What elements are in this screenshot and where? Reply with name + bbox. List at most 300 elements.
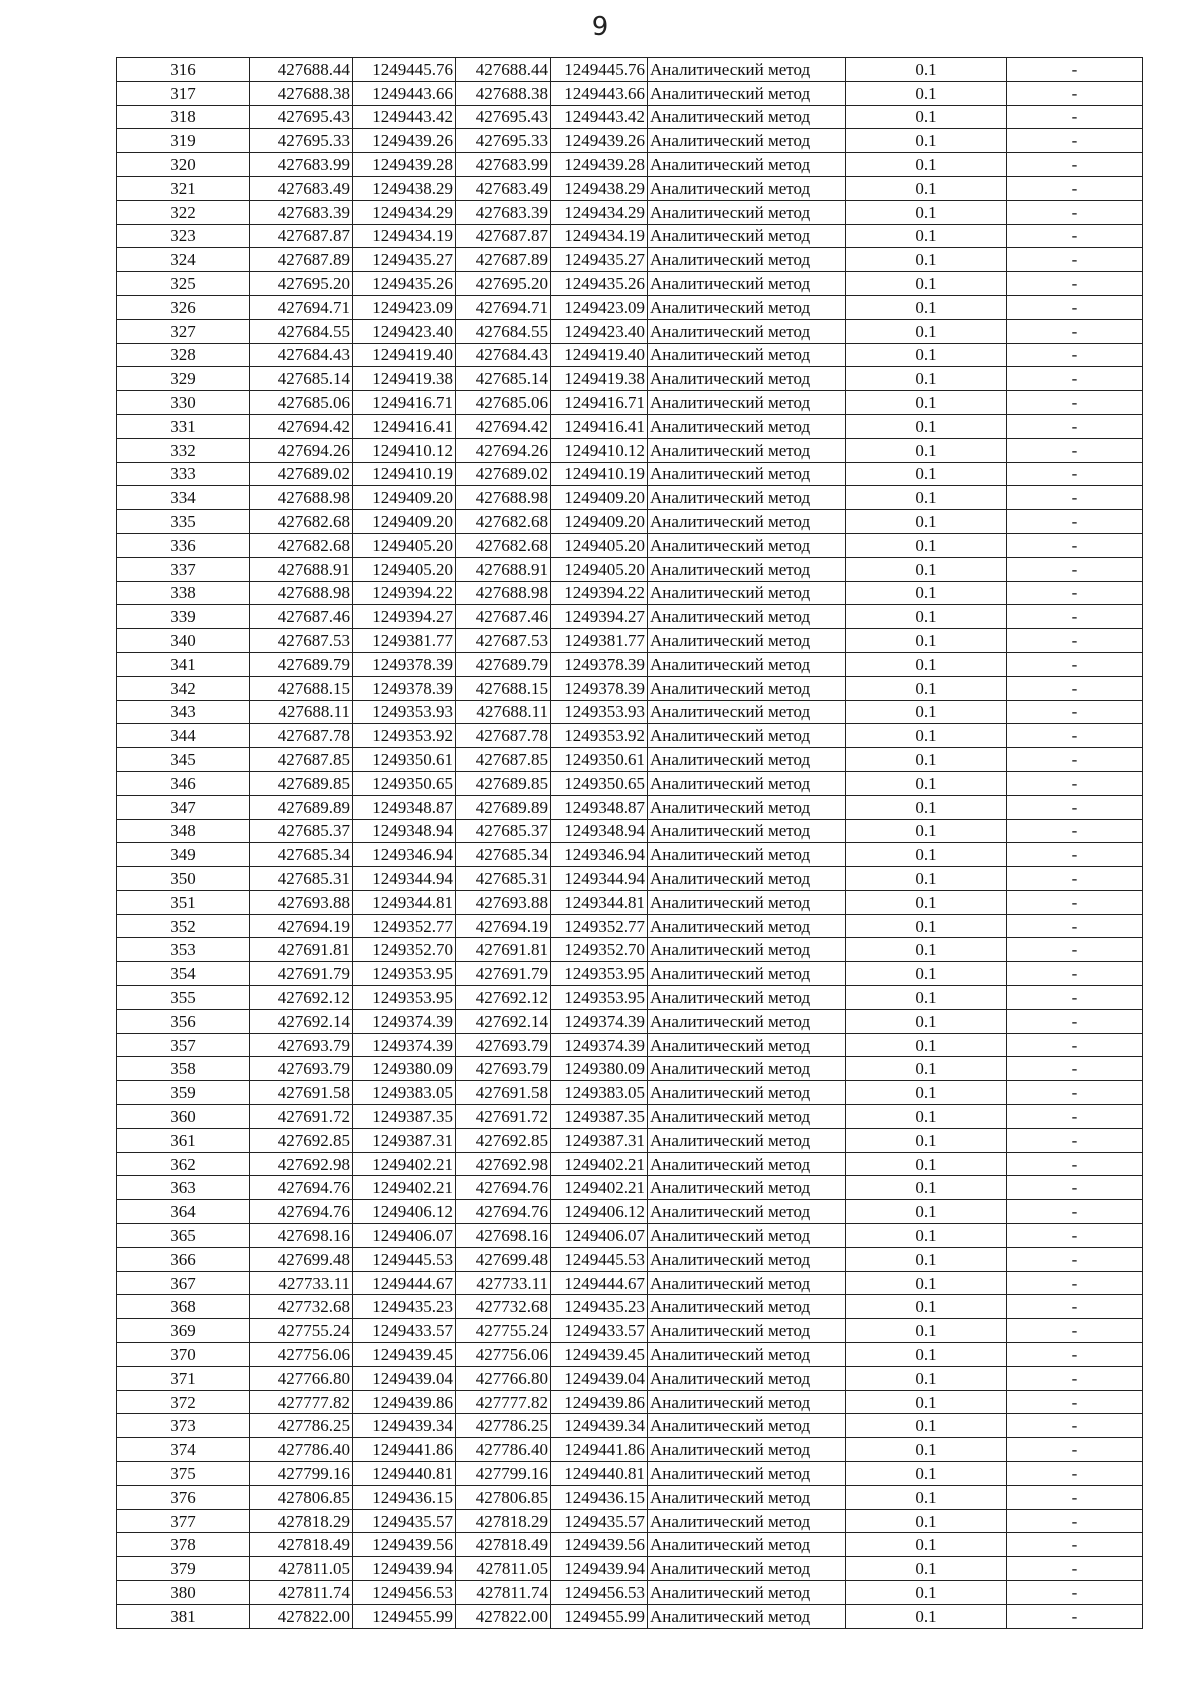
table-row	[117, 391, 1143, 415]
method-cell: Аналитический метод	[648, 1366, 846, 1390]
note-cell: -	[1007, 343, 1143, 367]
table-row	[117, 1057, 1143, 1081]
note-cell: -	[1007, 1414, 1143, 1438]
x-coordinate-cell: 427688.38	[456, 81, 551, 105]
y-coordinate-cell: 1249435.23	[353, 1295, 456, 1319]
note-cell: -	[1007, 1224, 1143, 1248]
point-number-cell: 323	[117, 224, 250, 248]
table-row	[117, 748, 1143, 772]
y-coordinate-cell: 1249405.20	[353, 557, 456, 581]
table-row	[117, 1533, 1143, 1557]
y-coordinate-cell: 1249402.21	[353, 1176, 456, 1200]
point-number-cell: 342	[117, 676, 250, 700]
table-row	[117, 1319, 1143, 1343]
table-row	[117, 486, 1143, 510]
table-row	[117, 248, 1143, 272]
point-number-cell: 318	[117, 105, 250, 129]
x-coordinate-cell: 427694.19	[456, 914, 551, 938]
method-cell: Аналитический метод	[648, 1438, 846, 1462]
method-cell: Аналитический метод	[648, 1057, 846, 1081]
x-coordinate-cell: 427685.37	[250, 819, 353, 843]
point-number-cell: 330	[117, 391, 250, 415]
x-coordinate-cell: 427818.29	[456, 1509, 551, 1533]
x-coordinate-cell: 427689.89	[456, 795, 551, 819]
x-coordinate-cell: 427822.00	[250, 1604, 353, 1628]
table-row	[117, 1485, 1143, 1509]
accuracy-cell: 0.1	[846, 1295, 1007, 1319]
note-cell: -	[1007, 1343, 1143, 1367]
method-cell: Аналитический метод	[648, 224, 846, 248]
y-coordinate-cell: 1249410.12	[353, 438, 456, 462]
point-number-cell: 351	[117, 890, 250, 914]
x-coordinate-cell: 427693.79	[456, 1057, 551, 1081]
note-cell: -	[1007, 510, 1143, 534]
y-coordinate-cell: 1249374.39	[353, 1009, 456, 1033]
y-coordinate-cell: 1249438.29	[551, 176, 648, 200]
table-row	[117, 1271, 1143, 1295]
y-coordinate-cell: 1249443.66	[353, 81, 456, 105]
x-coordinate-cell: 427766.80	[456, 1366, 551, 1390]
table-row	[117, 1176, 1143, 1200]
x-coordinate-cell: 427689.79	[250, 652, 353, 676]
note-cell: -	[1007, 438, 1143, 462]
x-coordinate-cell: 427694.26	[250, 438, 353, 462]
table-row	[117, 1247, 1143, 1271]
x-coordinate-cell: 427733.11	[250, 1271, 353, 1295]
table-row	[117, 557, 1143, 581]
note-cell: -	[1007, 581, 1143, 605]
table-row	[117, 914, 1143, 938]
x-coordinate-cell: 427689.02	[250, 462, 353, 486]
note-cell: -	[1007, 724, 1143, 748]
y-coordinate-cell: 1249419.38	[551, 367, 648, 391]
x-coordinate-cell: 427806.85	[250, 1485, 353, 1509]
y-coordinate-cell: 1249439.04	[353, 1366, 456, 1390]
point-number-cell: 320	[117, 153, 250, 177]
point-number-cell: 379	[117, 1557, 250, 1581]
method-cell: Аналитический метод	[648, 105, 846, 129]
y-coordinate-cell: 1249439.28	[551, 153, 648, 177]
x-coordinate-cell: 427732.68	[456, 1295, 551, 1319]
x-coordinate-cell: 427682.68	[250, 533, 353, 557]
point-number-cell: 381	[117, 1604, 250, 1628]
note-cell: -	[1007, 1485, 1143, 1509]
note-cell: -	[1007, 819, 1143, 843]
x-coordinate-cell: 427688.15	[456, 676, 551, 700]
y-coordinate-cell: 1249350.65	[551, 771, 648, 795]
table-row	[117, 819, 1143, 843]
x-coordinate-cell: 427694.26	[456, 438, 551, 462]
x-coordinate-cell: 427688.98	[456, 581, 551, 605]
y-coordinate-cell: 1249405.20	[551, 533, 648, 557]
accuracy-cell: 0.1	[846, 1247, 1007, 1271]
table-row	[117, 319, 1143, 343]
accuracy-cell: 0.1	[846, 153, 1007, 177]
accuracy-cell: 0.1	[846, 462, 1007, 486]
y-coordinate-cell: 1249405.20	[551, 557, 648, 581]
x-coordinate-cell: 427692.14	[456, 1009, 551, 1033]
note-cell: -	[1007, 890, 1143, 914]
x-coordinate-cell: 427818.49	[456, 1533, 551, 1557]
method-cell: Аналитический метод	[648, 343, 846, 367]
y-coordinate-cell: 1249353.92	[353, 724, 456, 748]
x-coordinate-cell: 427695.43	[250, 105, 353, 129]
method-cell: Аналитический метод	[648, 367, 846, 391]
method-cell: Аналитический метод	[648, 748, 846, 772]
method-cell: Аналитический метод	[648, 81, 846, 105]
point-number-cell: 329	[117, 367, 250, 391]
note-cell: -	[1007, 1200, 1143, 1224]
point-number-cell: 370	[117, 1343, 250, 1367]
x-coordinate-cell: 427691.81	[250, 938, 353, 962]
y-coordinate-cell: 1249348.87	[551, 795, 648, 819]
accuracy-cell: 0.1	[846, 867, 1007, 891]
point-number-cell: 322	[117, 200, 250, 224]
note-cell: -	[1007, 414, 1143, 438]
y-coordinate-cell: 1249410.12	[551, 438, 648, 462]
note-cell: -	[1007, 224, 1143, 248]
accuracy-cell: 0.1	[846, 1414, 1007, 1438]
table-row	[117, 1128, 1143, 1152]
y-coordinate-cell: 1249439.56	[353, 1533, 456, 1557]
y-coordinate-cell: 1249374.39	[551, 1009, 648, 1033]
note-cell: -	[1007, 938, 1143, 962]
y-coordinate-cell: 1249346.94	[353, 843, 456, 867]
accuracy-cell: 0.1	[846, 200, 1007, 224]
method-cell: Аналитический метод	[648, 962, 846, 986]
x-coordinate-cell: 427691.79	[250, 962, 353, 986]
note-cell: -	[1007, 58, 1143, 82]
table-row	[117, 629, 1143, 653]
y-coordinate-cell: 1249438.29	[353, 176, 456, 200]
method-cell: Аналитический метод	[648, 986, 846, 1010]
x-coordinate-cell: 427693.79	[250, 1033, 353, 1057]
point-number-cell: 327	[117, 319, 250, 343]
method-cell: Аналитический метод	[648, 724, 846, 748]
method-cell: Аналитический метод	[648, 438, 846, 462]
x-coordinate-cell: 427692.12	[250, 986, 353, 1010]
point-number-cell: 328	[117, 343, 250, 367]
x-coordinate-cell: 427799.16	[250, 1462, 353, 1486]
point-number-cell: 377	[117, 1509, 250, 1533]
point-number-cell: 349	[117, 843, 250, 867]
point-number-cell: 367	[117, 1271, 250, 1295]
table-row	[117, 1462, 1143, 1486]
y-coordinate-cell: 1249348.87	[353, 795, 456, 819]
y-coordinate-cell: 1249352.70	[551, 938, 648, 962]
accuracy-cell: 0.1	[846, 748, 1007, 772]
table-row	[117, 1366, 1143, 1390]
note-cell: -	[1007, 771, 1143, 795]
accuracy-cell: 0.1	[846, 105, 1007, 129]
table-row	[117, 1224, 1143, 1248]
accuracy-cell: 0.1	[846, 272, 1007, 296]
note-cell: -	[1007, 81, 1143, 105]
point-number-cell: 345	[117, 748, 250, 772]
accuracy-cell: 0.1	[846, 414, 1007, 438]
y-coordinate-cell: 1249434.29	[551, 200, 648, 224]
point-number-cell: 343	[117, 700, 250, 724]
y-coordinate-cell: 1249434.19	[353, 224, 456, 248]
table-row	[117, 1414, 1143, 1438]
y-coordinate-cell: 1249436.15	[551, 1485, 648, 1509]
point-number-cell: 372	[117, 1390, 250, 1414]
accuracy-cell: 0.1	[846, 629, 1007, 653]
y-coordinate-cell: 1249353.93	[551, 700, 648, 724]
note-cell: -	[1007, 462, 1143, 486]
method-cell: Аналитический метод	[648, 1105, 846, 1129]
y-coordinate-cell: 1249434.19	[551, 224, 648, 248]
note-cell: -	[1007, 248, 1143, 272]
table-row	[117, 724, 1143, 748]
x-coordinate-cell: 427699.48	[456, 1247, 551, 1271]
point-number-cell: 324	[117, 248, 250, 272]
table-row	[117, 676, 1143, 700]
point-number-cell: 358	[117, 1057, 250, 1081]
x-coordinate-cell: 427811.05	[456, 1557, 551, 1581]
x-coordinate-cell: 427806.85	[456, 1485, 551, 1509]
table-row	[117, 1390, 1143, 1414]
y-coordinate-cell: 1249443.42	[551, 105, 648, 129]
table-row	[117, 1105, 1143, 1129]
method-cell: Аналитический метод	[648, 652, 846, 676]
accuracy-cell: 0.1	[846, 438, 1007, 462]
table-row	[117, 1152, 1143, 1176]
x-coordinate-cell: 427688.98	[250, 581, 353, 605]
note-cell: -	[1007, 700, 1143, 724]
y-coordinate-cell: 1249433.57	[353, 1319, 456, 1343]
x-coordinate-cell: 427694.71	[456, 295, 551, 319]
y-coordinate-cell: 1249402.21	[353, 1152, 456, 1176]
point-number-cell: 319	[117, 129, 250, 153]
table-row	[117, 795, 1143, 819]
y-coordinate-cell: 1249406.12	[551, 1200, 648, 1224]
x-coordinate-cell: 427799.16	[456, 1462, 551, 1486]
x-coordinate-cell: 427766.80	[250, 1366, 353, 1390]
x-coordinate-cell: 427698.16	[456, 1224, 551, 1248]
method-cell: Аналитический метод	[648, 510, 846, 534]
table-row	[117, 700, 1143, 724]
point-number-cell: 340	[117, 629, 250, 653]
table-row	[117, 605, 1143, 629]
note-cell: -	[1007, 1533, 1143, 1557]
accuracy-cell: 0.1	[846, 1485, 1007, 1509]
table-row	[117, 581, 1143, 605]
y-coordinate-cell: 1249348.94	[551, 819, 648, 843]
y-coordinate-cell: 1249433.57	[551, 1319, 648, 1343]
method-cell: Аналитический метод	[648, 1557, 846, 1581]
note-cell: -	[1007, 1105, 1143, 1129]
method-cell: Аналитический метод	[648, 771, 846, 795]
table-row	[117, 1295, 1143, 1319]
accuracy-cell: 0.1	[846, 1604, 1007, 1628]
x-coordinate-cell: 427692.12	[456, 986, 551, 1010]
point-number-cell: 347	[117, 795, 250, 819]
x-coordinate-cell: 427683.99	[456, 153, 551, 177]
table-row	[117, 129, 1143, 153]
y-coordinate-cell: 1249435.26	[551, 272, 648, 296]
table-row	[117, 367, 1143, 391]
accuracy-cell: 0.1	[846, 1033, 1007, 1057]
y-coordinate-cell: 1249353.92	[551, 724, 648, 748]
y-coordinate-cell: 1249455.99	[551, 1604, 648, 1628]
table-row	[117, 200, 1143, 224]
point-number-cell: 378	[117, 1533, 250, 1557]
y-coordinate-cell: 1249394.22	[353, 581, 456, 605]
note-cell: -	[1007, 629, 1143, 653]
y-coordinate-cell: 1249352.77	[353, 914, 456, 938]
y-coordinate-cell: 1249394.27	[551, 605, 648, 629]
method-cell: Аналитический метод	[648, 295, 846, 319]
y-coordinate-cell: 1249406.07	[353, 1224, 456, 1248]
table-row	[117, 938, 1143, 962]
note-cell: -	[1007, 200, 1143, 224]
y-coordinate-cell: 1249350.61	[353, 748, 456, 772]
x-coordinate-cell: 427694.71	[250, 295, 353, 319]
x-coordinate-cell: 427755.24	[456, 1319, 551, 1343]
y-coordinate-cell: 1249444.67	[551, 1271, 648, 1295]
y-coordinate-cell: 1249387.31	[551, 1128, 648, 1152]
x-coordinate-cell: 427699.48	[250, 1247, 353, 1271]
y-coordinate-cell: 1249416.71	[353, 391, 456, 415]
method-cell: Аналитический метод	[648, 890, 846, 914]
point-number-cell: 316	[117, 58, 250, 82]
table-body	[117, 58, 1143, 1629]
method-cell: Аналитический метод	[648, 1152, 846, 1176]
accuracy-cell: 0.1	[846, 533, 1007, 557]
x-coordinate-cell: 427698.16	[250, 1224, 353, 1248]
accuracy-cell: 0.1	[846, 295, 1007, 319]
method-cell: Аналитический метод	[648, 629, 846, 653]
method-cell: Аналитический метод	[648, 1485, 846, 1509]
note-cell: -	[1007, 1557, 1143, 1581]
method-cell: Аналитический метод	[648, 605, 846, 629]
y-coordinate-cell: 1249445.53	[353, 1247, 456, 1271]
method-cell: Аналитический метод	[648, 676, 846, 700]
y-coordinate-cell: 1249439.26	[353, 129, 456, 153]
x-coordinate-cell: 427688.44	[456, 58, 551, 82]
note-cell: -	[1007, 1081, 1143, 1105]
note-cell: -	[1007, 1152, 1143, 1176]
table-row	[117, 105, 1143, 129]
point-number-cell: 336	[117, 533, 250, 557]
y-coordinate-cell: 1249419.40	[551, 343, 648, 367]
method-cell: Аналитический метод	[648, 1247, 846, 1271]
y-coordinate-cell: 1249387.31	[353, 1128, 456, 1152]
accuracy-cell: 0.1	[846, 224, 1007, 248]
accuracy-cell: 0.1	[846, 843, 1007, 867]
accuracy-cell: 0.1	[846, 605, 1007, 629]
note-cell: -	[1007, 557, 1143, 581]
accuracy-cell: 0.1	[846, 129, 1007, 153]
y-coordinate-cell: 1249439.86	[353, 1390, 456, 1414]
note-cell: -	[1007, 1057, 1143, 1081]
y-coordinate-cell: 1249423.40	[353, 319, 456, 343]
note-cell: -	[1007, 1319, 1143, 1343]
point-number-cell: 354	[117, 962, 250, 986]
x-coordinate-cell: 427694.76	[250, 1176, 353, 1200]
table-row	[117, 81, 1143, 105]
note-cell: -	[1007, 1509, 1143, 1533]
y-coordinate-cell: 1249352.77	[551, 914, 648, 938]
point-number-cell: 374	[117, 1438, 250, 1462]
x-coordinate-cell: 427695.33	[250, 129, 353, 153]
x-coordinate-cell: 427691.58	[250, 1081, 353, 1105]
x-coordinate-cell: 427685.31	[456, 867, 551, 891]
method-cell: Аналитический метод	[648, 1200, 846, 1224]
table-row	[117, 58, 1143, 82]
point-number-cell: 317	[117, 81, 250, 105]
point-number-cell: 357	[117, 1033, 250, 1057]
y-coordinate-cell: 1249344.81	[353, 890, 456, 914]
method-cell: Аналитический метод	[648, 1176, 846, 1200]
method-cell: Аналитический метод	[648, 1033, 846, 1057]
y-coordinate-cell: 1249353.95	[551, 986, 648, 1010]
y-coordinate-cell: 1249455.99	[353, 1604, 456, 1628]
table-row	[117, 153, 1143, 177]
note-cell: -	[1007, 319, 1143, 343]
x-coordinate-cell: 427786.25	[250, 1414, 353, 1438]
x-coordinate-cell: 427689.02	[456, 462, 551, 486]
method-cell: Аналитический метод	[648, 1533, 846, 1557]
y-coordinate-cell: 1249456.53	[551, 1581, 648, 1605]
y-coordinate-cell: 1249405.20	[353, 533, 456, 557]
accuracy-cell: 0.1	[846, 1224, 1007, 1248]
y-coordinate-cell: 1249378.39	[551, 676, 648, 700]
x-coordinate-cell: 427786.40	[456, 1438, 551, 1462]
x-coordinate-cell: 427695.33	[456, 129, 551, 153]
accuracy-cell: 0.1	[846, 1105, 1007, 1129]
point-number-cell: 380	[117, 1581, 250, 1605]
x-coordinate-cell: 427685.31	[250, 867, 353, 891]
x-coordinate-cell: 427695.20	[250, 272, 353, 296]
point-number-cell: 341	[117, 652, 250, 676]
note-cell: -	[1007, 1604, 1143, 1628]
method-cell: Аналитический метод	[648, 867, 846, 891]
note-cell: -	[1007, 129, 1143, 153]
y-coordinate-cell: 1249434.29	[353, 200, 456, 224]
accuracy-cell: 0.1	[846, 248, 1007, 272]
x-coordinate-cell: 427685.37	[456, 819, 551, 843]
x-coordinate-cell: 427692.85	[250, 1128, 353, 1152]
y-coordinate-cell: 1249344.81	[551, 890, 648, 914]
x-coordinate-cell: 427688.11	[250, 700, 353, 724]
y-coordinate-cell: 1249436.15	[353, 1485, 456, 1509]
table-row	[117, 771, 1143, 795]
y-coordinate-cell: 1249441.86	[551, 1438, 648, 1462]
method-cell: Аналитический метод	[648, 248, 846, 272]
x-coordinate-cell: 427694.76	[250, 1200, 353, 1224]
x-coordinate-cell: 427786.25	[456, 1414, 551, 1438]
x-coordinate-cell: 427692.98	[250, 1152, 353, 1176]
note-cell: -	[1007, 1581, 1143, 1605]
page-number: 9	[591, 12, 609, 42]
x-coordinate-cell: 427684.43	[456, 343, 551, 367]
y-coordinate-cell: 1249353.95	[551, 962, 648, 986]
note-cell: -	[1007, 676, 1143, 700]
note-cell: -	[1007, 652, 1143, 676]
method-cell: Аналитический метод	[648, 1509, 846, 1533]
y-coordinate-cell: 1249383.05	[353, 1081, 456, 1105]
x-coordinate-cell: 427695.43	[456, 105, 551, 129]
y-coordinate-cell: 1249406.12	[353, 1200, 456, 1224]
note-cell: -	[1007, 1438, 1143, 1462]
method-cell: Аналитический метод	[648, 914, 846, 938]
x-coordinate-cell: 427818.29	[250, 1509, 353, 1533]
accuracy-cell: 0.1	[846, 1366, 1007, 1390]
coordinates-table	[116, 57, 1143, 1629]
y-coordinate-cell: 1249440.81	[353, 1462, 456, 1486]
